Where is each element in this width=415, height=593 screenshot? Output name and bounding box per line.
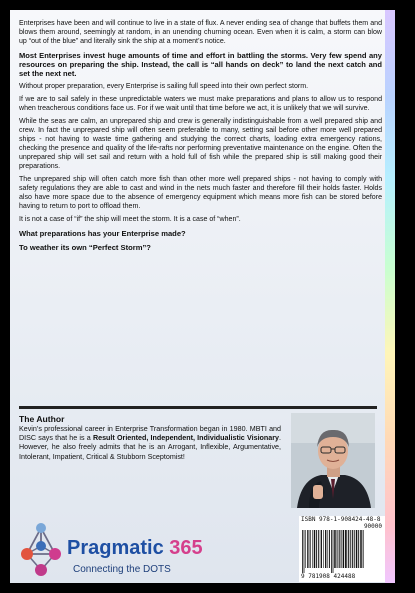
back-cover: [10, 10, 395, 583]
section-divider: [19, 406, 377, 409]
blurb-paragraph: The unprepared ship will often catch more fish than other more well prepared ships - not having to comply with safety regulations they are able to cast and wind in the nets much faster and therefore fill their holds faster. Holds also have more space due to the absence of emergency equipment which means more fish can be stored before having to return to port to offload them.: [19, 175, 382, 210]
blurb-bold-paragraph: Most Enterprises invest huge amounts of time and effort in battling the storms. Very few spend any resources on preparing the ship. Instead, the call is “all hands on deck” to land the next catch and set the next net.: [19, 51, 382, 79]
author-heading: The Author: [19, 414, 65, 424]
blurb-text: [19, 20, 382, 257]
logo-tagline: Connecting the DOTS: [73, 564, 171, 575]
author-bio-end: . However, he also freely admits that he is an Arrogant, Inflexible, Argumentative, Intolerant, Impatient, Critical & Stubborn Sceptomist!: [19, 434, 281, 461]
question-1: What preparations has your Enterprise made?: [19, 229, 186, 239]
rainbow-edge: [385, 10, 395, 583]
pragmatic-365-logo: [19, 518, 239, 582]
blurb-paragraph: While the seas are calm, an unprepared ship and crew is generally indistinguishable from a well prepared ship and crew. In fact the unprepared ship will often seem preferable to many, setting sail before other more well prepared ships - not having to waste time gathering and studying the correct charts, loading extra emergency rations, checking the presence and quality of the life-rafts nor performing preventative maintenance on the engine. Often the unprepared ship will set sail and return with a hold full of fish while the prepared ship is still making good their preparations.: [19, 118, 382, 170]
isbn-label: ISBN 978-1-908424-48-8: [301, 516, 381, 523]
blurb-paragraph: If we are to sail safely in these unpredictable waters we must make preparations and plans to allow us to respond when treacherous conditions face us. For if we wait until that time before we act, it is unlikely that we will survive.: [19, 96, 382, 113]
question-2: To weather its own “Perfect Storm”?: [19, 243, 151, 253]
author-bio: [19, 425, 281, 462]
blurb-paragraph: Enterprises have been and will continue to live in a state of flux. A never ending sea of change that buffets them and blows them around, seemingly at random, in an unending churning ocean. Even when it is calm, a storm can blow up “out of the blue” and literally sink the ship at a moment’s notice.: [19, 20, 382, 45]
logo-name: Pragmatic 365: [67, 537, 203, 559]
blurb-paragraph: Without proper preparation, every Enterprise is sailing full speed into their own perfect storm.: [19, 82, 309, 90]
ean-number: 9 781908 424488: [301, 573, 356, 580]
author-traits: Result Oriented, Independent, Individualistic Visionary: [92, 434, 279, 443]
author-photo: [291, 413, 375, 508]
isbn-barcode: [299, 516, 385, 582]
blurb-paragraph: It is not a case of “if” the ship will meet the storm. It is a case of “when”.: [19, 215, 241, 223]
author-bio-start: Kevin’s professional career in Enterprise Transformation began in 1980. MBTI and DISC says that he is a: [19, 425, 281, 443]
price-code: 90000: [363, 523, 382, 530]
network-dots-icon: [19, 518, 239, 582]
author-portrait: [291, 413, 375, 508]
barcode-bars: [301, 530, 383, 573]
